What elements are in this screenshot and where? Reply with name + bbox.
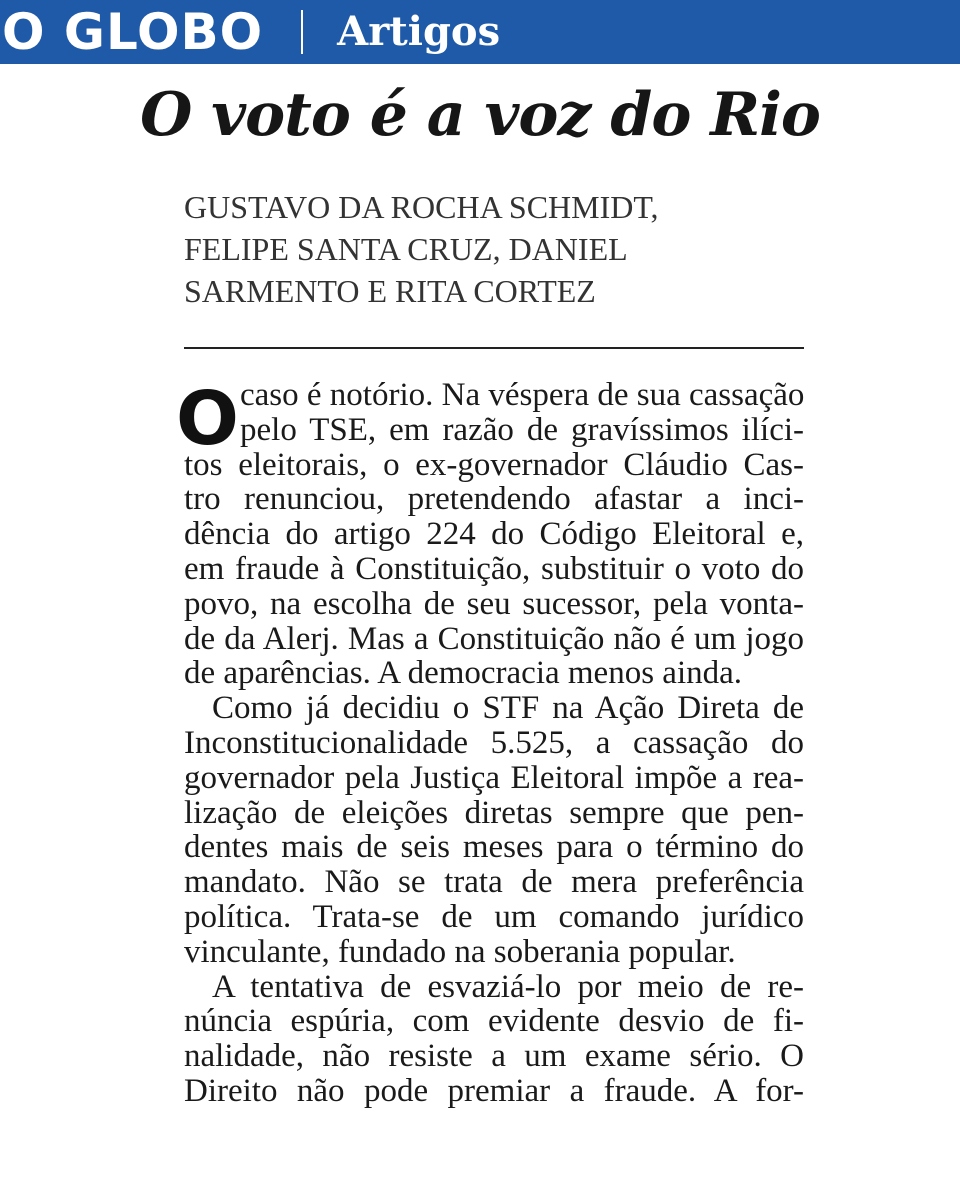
text-line: de da Alerj. Mas a Constituição não é um jogo xyxy=(184,621,804,657)
text-line: em fraude à Constituição, substituir o voto do xyxy=(184,551,804,587)
text-line: dentes mais de seis meses para o término do xyxy=(184,830,804,866)
byline-line: SARMENTO E RITA CORTEZ xyxy=(184,273,596,309)
byline-line: GUSTAVO DA ROCHA SCHMIDT, xyxy=(184,189,659,225)
article-body xyxy=(176,376,804,1109)
section-label: Artigos xyxy=(337,8,501,55)
text-line: política. Trata-se de um comando jurídico xyxy=(184,899,804,935)
article-headline: O voto é a voz do Rio xyxy=(140,80,820,150)
paragraph-2 xyxy=(184,691,804,969)
text-line: tro renunciou, pretendendo afastar a inci- xyxy=(184,482,804,518)
text-line: lização de eleições diretas sempre que pen- xyxy=(184,795,804,831)
text-line: Inconstitucionalidade 5.525, a cassação do xyxy=(184,725,804,761)
text-line: nalidade, não resiste a um exame sério. O xyxy=(184,1039,804,1074)
text-line: de aparências. A democracia menos ainda. xyxy=(184,656,743,692)
text-line: dência do artigo 224 do Código Eleitoral e, xyxy=(184,517,804,552)
byline-line: FELIPE SANTA CRUZ, DANIEL xyxy=(184,231,628,267)
masthead-divider xyxy=(301,10,303,54)
text-line: povo, na escolha de seu sucessor, pela vonta- xyxy=(184,586,804,622)
text-line: mandato. Não se trata de mera preferência xyxy=(184,865,804,900)
text-line: pelo TSE, em razão de gravíssimos ilíci- xyxy=(240,412,804,448)
text-line: núncia espúria, com evidente desvio de fi- xyxy=(184,1004,804,1040)
text-line: vinculante, fundado na soberania popular. xyxy=(184,934,736,970)
drop-cap: O xyxy=(176,376,239,462)
paragraph-1 xyxy=(184,378,804,691)
text-line: governador pela Justiça Eleitoral impõe a rea- xyxy=(184,760,804,796)
byline xyxy=(184,186,804,312)
text-line: tos eleitorais, o ex-governador Cláudio Cas- xyxy=(184,447,804,483)
masthead xyxy=(0,0,960,64)
text-line: A tentativa de esvaziá-lo por meio de re- xyxy=(212,969,804,1005)
brand-logo: O GLOBO xyxy=(2,3,264,61)
byline-rule xyxy=(184,347,804,349)
paragraph-3 xyxy=(184,970,804,1109)
text-line: Direito não pode premiar a fraude. A for- xyxy=(184,1073,804,1109)
text-line: Como já decidiu o STF na Ação Direta de xyxy=(212,691,804,726)
text-line: caso é notório. Na véspera de sua cassação xyxy=(240,378,804,413)
